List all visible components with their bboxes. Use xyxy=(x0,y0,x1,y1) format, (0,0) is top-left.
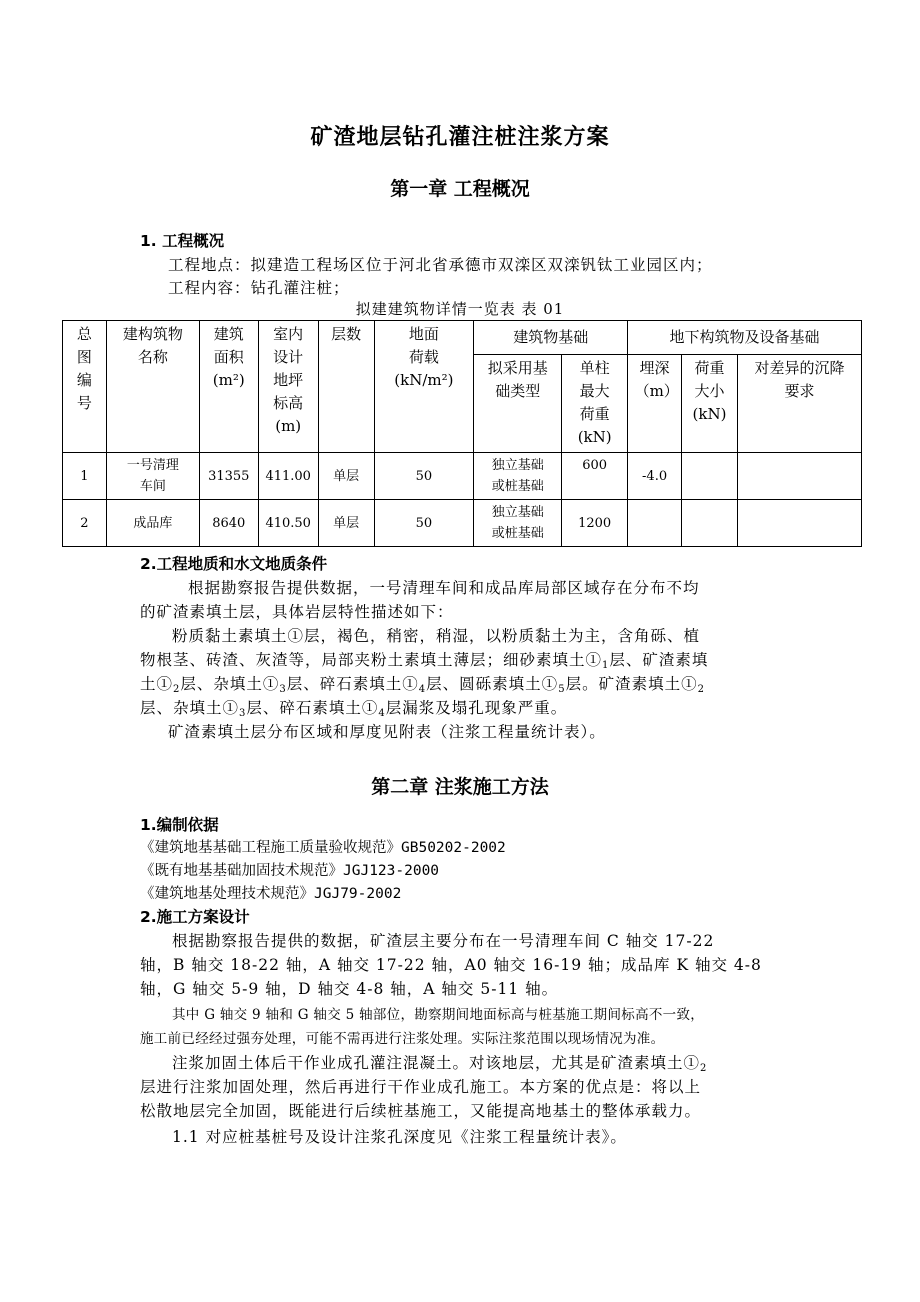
header-elevation: 室内设计地坪标高 (m) xyxy=(258,321,318,453)
chapter1-title: 第一章 工程概况 xyxy=(390,178,530,200)
reference-3: 《建筑地基处理技术规范》JGJ79-2002 xyxy=(140,886,402,902)
row2-area: 8640 xyxy=(199,500,258,547)
row2-load: 50 xyxy=(374,500,474,547)
header-load: 地面荷载 (kN/m²) xyxy=(374,321,474,453)
building-detail-table xyxy=(62,320,862,547)
header-depth: 埋深（m） xyxy=(628,355,682,453)
header-group-underground: 地下构筑物及设备基础 xyxy=(628,321,862,355)
row2-name: 成品库 xyxy=(106,500,199,547)
header-foundation-type: 拟采用基础类型 xyxy=(474,355,562,453)
section-heading-overview: 1. 工程概况 xyxy=(140,232,225,250)
reference-2: 《既有地基基础加固技术规范》JGJ123-2000 xyxy=(140,863,440,879)
header-id: 总图编号 xyxy=(63,321,107,453)
project-location: 工程地点：拟建造工程场区位于河北省承德市双滦区双滦钒钛工业园区内； xyxy=(168,256,713,274)
header-weight: 荷重大小 (kN) xyxy=(682,355,738,453)
row2-id: 2 xyxy=(63,500,107,547)
geology-p2-line1: 粉质黏土素填土①层，褐色，稍密，稍湿，以粉质黏土为主，含角砾、植 xyxy=(172,627,701,645)
geology-p3: 矿渣素填土层分布区域和厚度见附表（注浆工程量统计表）。 xyxy=(168,723,606,741)
design-p1-line3: 轴，G 轴交 5-9 轴，D 轴交 4-8 轴，A 轴交 5-11 轴。 xyxy=(140,980,559,998)
row1-type: 独立基础或桩基础 xyxy=(474,453,562,500)
row1-elevation: 411.00 xyxy=(258,453,318,500)
row1-id: 1 xyxy=(63,453,107,500)
row1-depth: -4.0 xyxy=(628,453,682,500)
design-p3-line1: 注浆加固土体后干作业成孔灌注混凝土。对该地层，尤其是矿渣素填土$①_2$ xyxy=(172,1054,708,1074)
section-heading-geology: 2.工程地质和水文地质条件 xyxy=(140,555,328,573)
row2-floors: 单层 xyxy=(318,500,374,547)
geology-p1-line1: 根据勘察报告提供数据，一号清理车间和成品库局部区域存在分布不均 xyxy=(188,579,700,597)
design-p3-line2: 层进行注浆加固处理，然后再进行干作业成孔施工。本方案的优点是：将以上 xyxy=(140,1078,702,1096)
project-content: 工程内容：钻孔灌注桩； xyxy=(168,279,350,297)
row1-settlement xyxy=(737,453,861,500)
geology-p2-line2: 物根茎、砖渣、灰渣等，局部夹粉土素填土薄层；细砂素填土$①_1$层、矿渣素填 xyxy=(140,651,709,671)
table-row xyxy=(63,453,862,500)
row1-name: 一号清理车间 xyxy=(106,453,199,500)
row1-floors: 单层 xyxy=(318,453,374,500)
document-title: 矿渣地层钻孔灌注桩注浆方案 xyxy=(310,125,610,150)
table-caption: 拟建建筑物详情一览表 表 01 xyxy=(355,300,565,318)
design-p3-line3: 松散地层完全加固，既能进行后续桩基施工，又能提高地基土的整体承载力。 xyxy=(140,1102,702,1120)
row1-area: 31355 xyxy=(199,453,258,500)
geology-p2-line3: 土$①_2$层、杂填土$①_3$层、碎石素填土$①_4$层、圆砾素填土$①_5$层。矿渣素填土$①_2$ xyxy=(140,675,705,695)
row1-max-load: 600 xyxy=(562,453,628,500)
section-heading-design: 2.施工方案设计 xyxy=(140,908,250,926)
header-group-foundation: 建筑物基础 xyxy=(474,321,628,355)
chapter2-title: 第二章 注浆施工方法 xyxy=(371,776,549,798)
header-area: 建筑面积 (m²) xyxy=(199,321,258,453)
header-settlement: 对差异的沉降要求 xyxy=(737,355,861,453)
row1-load: 50 xyxy=(374,453,474,500)
row2-elevation: 410.50 xyxy=(258,500,318,547)
section-heading-basis: 1.编制依据 xyxy=(140,816,219,834)
row2-weight xyxy=(682,500,738,547)
header-name: 建构筑物名称 xyxy=(106,321,199,453)
design-p1-line2: 轴，B 轴交 18-22 轴，A 轴交 17-22 轴，A0 轴交 16-19 轴；成品库 K 轴交 4-8 xyxy=(140,956,762,974)
reference-1: 《建筑地基基础工程施工质量验收规范》GB50202-2002 xyxy=(140,840,506,856)
row2-settlement xyxy=(737,500,861,547)
design-p1-line1: 根据勘察报告提供的数据，矿渣层主要分布在一号清理车间 C 轴交 17-22 xyxy=(172,932,715,950)
design-p2-line2: 施工前已经经过强夯处理，可能不需再进行注浆处理。实际注浆范围以现场情况为准。 xyxy=(140,1031,665,1047)
geology-p2-line4: 层、杂填土$①_3$层、碎石素填土$①_4$层漏浆及塌孔现象严重。 xyxy=(140,699,568,719)
header-max-load: 单柱最大荷重 (kN) xyxy=(562,355,628,453)
row2-type: 独立基础或桩基础 xyxy=(474,500,562,547)
design-p2-line1: 其中 G 轴交 9 轴和 G 轴交 5 轴部位，勘察期间地面标高与桩基施工期间标高不一致， xyxy=(172,1007,705,1023)
row2-depth xyxy=(628,500,682,547)
row1-weight xyxy=(682,453,738,500)
row2-max-load: 1200 xyxy=(562,500,628,547)
geology-p1-line2: 的矿渣素填土层，具体岩层特性描述如下： xyxy=(140,603,454,621)
header-floors: 层数 xyxy=(318,321,374,453)
table-row xyxy=(63,500,862,547)
design-p4: 1.1 对应桩基桩号及设计注浆孔深度见《注浆工程量统计表》。 xyxy=(172,1128,627,1146)
